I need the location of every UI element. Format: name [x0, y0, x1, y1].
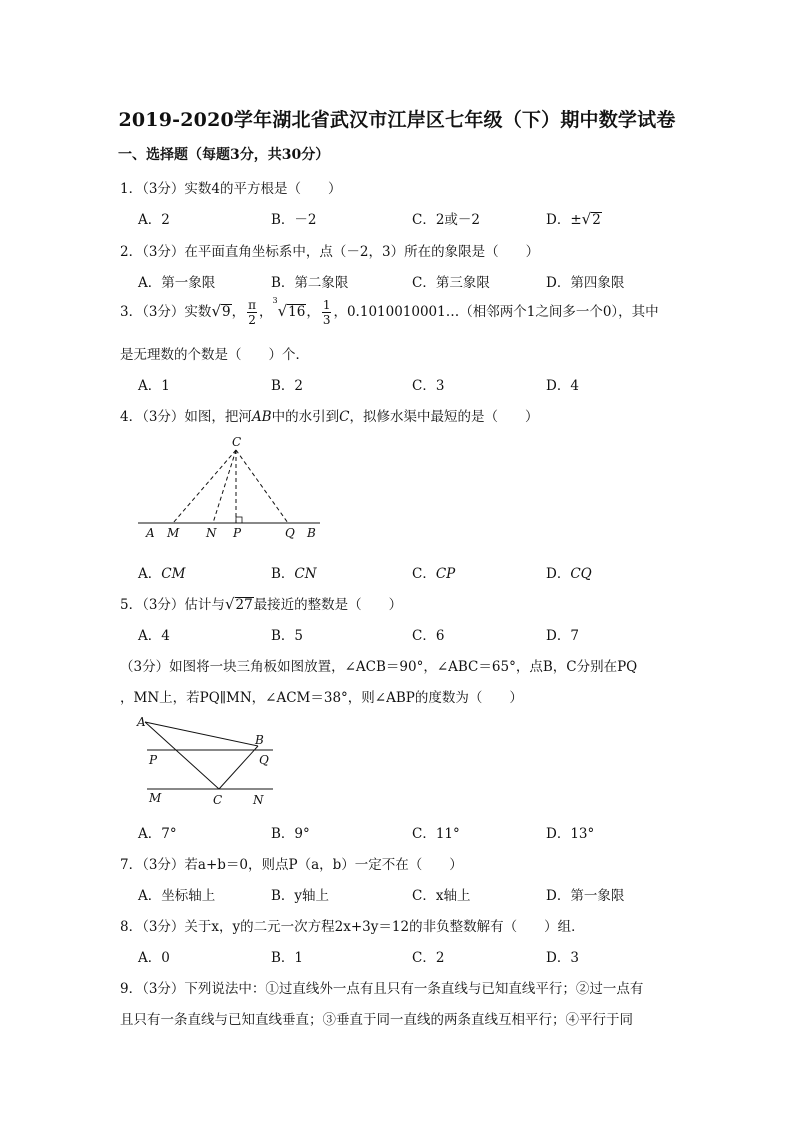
label-n: N: [253, 793, 264, 807]
question-7: 7．（3分）若a+b＝0，则点P（a，b）一定不在（ ）: [120, 857, 463, 873]
label-p: P: [149, 753, 158, 767]
option-a: A．第一象限: [138, 275, 216, 291]
option-b: B．y轴上: [271, 888, 330, 904]
question-6-options: [138, 822, 698, 842]
option-d: D．第一象限: [546, 888, 625, 904]
option-d: D．13°: [546, 826, 595, 842]
option-c: C．2: [412, 950, 445, 966]
label-b: B: [255, 733, 264, 747]
option-d: D．7: [546, 628, 579, 644]
option-a: A．CM: [138, 566, 186, 582]
section-heading: 一、选择题（每题3分，共30分）: [118, 147, 330, 163]
question-6: （3分）如图将一块三角板如图放置，∠ACB＝90°，∠ABC＝65°，点B，C分别在PQ: [120, 659, 638, 675]
river-diagram: [130, 432, 330, 547]
question-8: 8．（3分）关于x，y的二元一次方程2x+3y＝12的非负整数解有（ ）组．: [120, 919, 585, 935]
option-a: A．坐标轴上: [138, 888, 216, 904]
label-q: Q: [285, 526, 295, 540]
question-9-line2: 且只有一条直线与已知直线垂直；③垂直于同一直线的两条直线互相平行；④平行于同: [120, 1012, 633, 1028]
label-a: A: [146, 526, 155, 540]
option-c: C．11°: [412, 826, 460, 842]
option-d: D．第四象限: [546, 275, 625, 291]
option-a: A．1: [138, 378, 170, 394]
option-a: A．0: [138, 950, 170, 966]
question-5: 5．（3分）估计与√27最接近的整数是（ ）: [120, 595, 403, 613]
option-c: C．x轴上: [412, 888, 471, 904]
option-b: B．2: [271, 378, 304, 394]
option-b: B．－2: [271, 212, 317, 228]
option-d: D．CQ: [546, 566, 592, 582]
label-m: M: [149, 791, 162, 805]
question-1: 1．（3分）实数4的平方根是（ ）: [120, 181, 342, 197]
option-d: D．3: [546, 950, 579, 966]
option-c: C．6: [412, 628, 445, 644]
option-b: B．9°: [271, 826, 310, 842]
option-a: A．4: [138, 628, 170, 644]
label-c: C: [232, 435, 242, 449]
question-3-options: [138, 374, 698, 394]
option-b: B．5: [271, 628, 304, 644]
option-c: C．第三象限: [412, 275, 490, 291]
option-b: B．第二象限: [271, 275, 349, 291]
question-3-line2: 是无理数的个数是（ ）个．: [120, 347, 309, 363]
question-9: 9．（3分）下列说法中：①过直线外一点有且只有一条直线与已知直线平行；②过一点有: [120, 981, 644, 997]
label-m: M: [167, 526, 180, 540]
option-a: A．7°: [138, 826, 177, 842]
question-1-options: [138, 208, 698, 228]
triangle-diagram: [135, 712, 280, 812]
question-5-options: [138, 624, 698, 644]
option-c: C．2或－2: [412, 212, 481, 228]
question-2: 2．（3分）在平面直角坐标系中，点（－2，3）所在的象限是（ ）: [120, 244, 540, 260]
label-p: P: [233, 526, 242, 540]
label-q: Q: [259, 753, 269, 767]
option-a: A．2: [138, 212, 170, 228]
question-3: 3．（3分）实数√9， $\frac{\pi}{2}$ ，$^3$√16， $\frac{1}{3}$ ，0.1010010001…（相邻两个1之间多一个0），其中: [120, 296, 659, 327]
option-c: C．CP: [412, 566, 456, 582]
label-c: C: [213, 793, 223, 807]
question-4-options: [138, 562, 698, 582]
label-a: A: [137, 715, 146, 729]
question-4: 4．（3分）如图，把河AB中的水引到C，拟修水渠中最短的是（ ）: [120, 409, 539, 425]
option-b: B．CN: [271, 566, 317, 582]
option-c: C．3: [412, 378, 445, 394]
label-b: B: [307, 526, 316, 540]
question-2-options: [138, 271, 698, 291]
question-6-line2: ，MN上，若PQ∥MN，∠ACM＝38°，则∠ABP的度数为（ ）: [120, 690, 523, 706]
question-8-options: [138, 946, 698, 966]
option-d: D．4: [546, 378, 579, 394]
option-d: D．±√2: [546, 210, 601, 228]
question-7-options: [138, 884, 698, 904]
label-n: N: [206, 526, 217, 540]
page-title: 2019-2020学年湖北省武汉市江岸区七年级（下）期中数学试卷: [118, 109, 676, 131]
option-b: B．1: [271, 950, 304, 966]
